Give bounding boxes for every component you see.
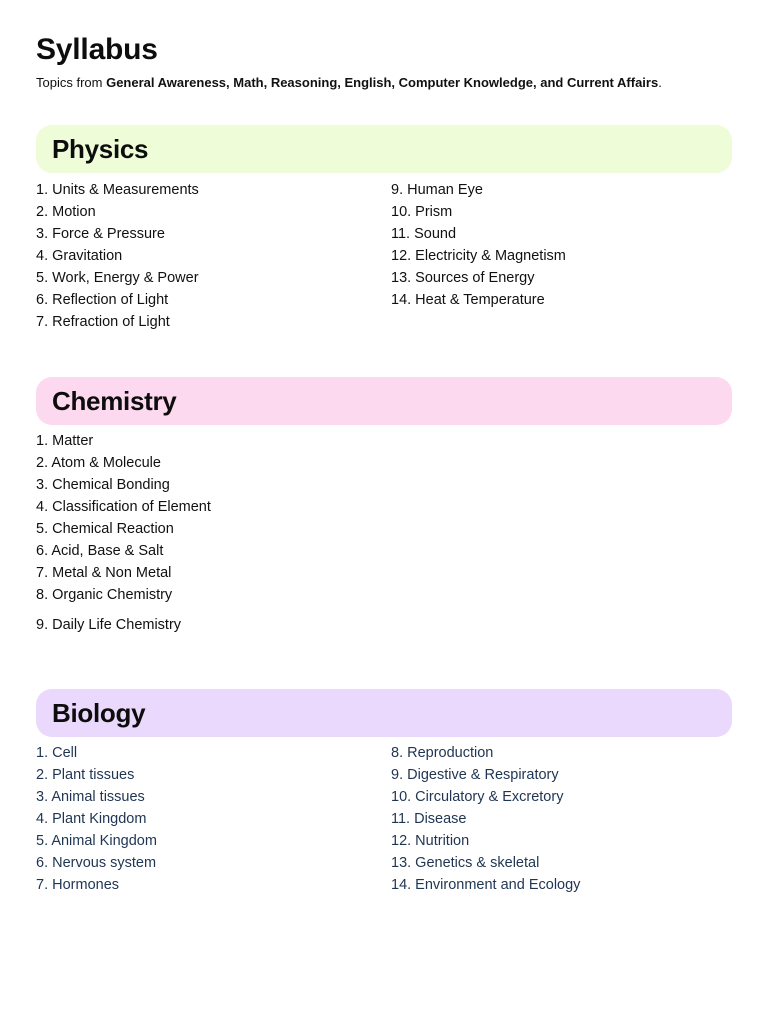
list-item: 8. Organic Chemistry [36,587,173,603]
list-item: 2. Plant tissues [36,767,135,783]
list-item: 1. Matter [36,433,94,449]
list-item: 11. Disease [391,811,467,827]
chemistry-banner [36,377,732,425]
physics-banner [36,125,732,173]
subtitle-topics: General Awareness, Math, Reasoning, English, Computer Knowledge, and Current Affairs [106,75,659,90]
list-item: 9. Daily Life Chemistry [36,617,182,633]
list-item: 8. Reproduction [391,745,494,761]
subtitle-suffix: . [658,75,662,90]
list-item: 3. Chemical Bonding [36,477,170,493]
list-item: 1. Units & Measurements [36,182,199,198]
list-item: 14. Environment and Ecology [391,877,581,893]
list-item: 4. Classification of Element [36,499,211,515]
biology-topics-left [36,742,157,896]
list-item: 9. Digestive & Respiratory [391,767,559,783]
list-item: 6. Nervous system [36,855,157,871]
chemistry-topics [36,430,211,636]
page-title: Syllabus [36,33,158,66]
list-item: 5. Work, Energy & Power [36,270,199,286]
list-item: 9. Human Eye [391,182,483,198]
list-item: 3. Animal tissues [36,789,145,805]
list-item: 4. Gravitation [36,248,123,264]
list-item: 12. Electricity & Magnetism [391,248,566,264]
physics-heading: Physics [52,133,149,164]
list-item: 7. Refraction of Light [36,314,170,330]
biology-heading: Biology [52,697,146,728]
physics-topics-left [36,179,199,333]
list-item: 2. Atom & Molecule [36,455,161,471]
subtitle-prefix: Topics from [36,75,107,90]
list-item: 6. Reflection of Light [36,292,169,308]
list-item: 1. Cell [36,745,78,761]
list-item: 6. Acid, Base & Salt [36,543,164,559]
list-item: 5. Chemical Reaction [36,521,174,537]
list-item: 3. Force & Pressure [36,226,165,242]
list-item: 14. Heat & Temperature [391,292,545,308]
physics-topics-right [391,179,566,311]
list-item: 12. Nutrition [391,833,470,849]
list-item: 11. Sound [391,226,457,242]
list-item: 13. Sources of Energy [391,270,535,286]
list-item: 13. Genetics & skeletal [391,855,540,871]
chemistry-heading: Chemistry [52,385,177,416]
page-subtitle [36,74,662,92]
biology-topics-right [391,742,580,896]
list-item: 2. Motion [36,204,96,220]
list-item: 10. Circulatory & Excretory [391,789,564,805]
biology-banner [36,689,732,737]
list-item: 7. Hormones [36,877,120,893]
list-item: 4. Plant Kingdom [36,811,147,827]
list-item: 5. Animal Kingdom [36,833,157,849]
list-item: 10. Prism [391,204,453,220]
list-item: 7. Metal & Non Metal [36,565,172,581]
